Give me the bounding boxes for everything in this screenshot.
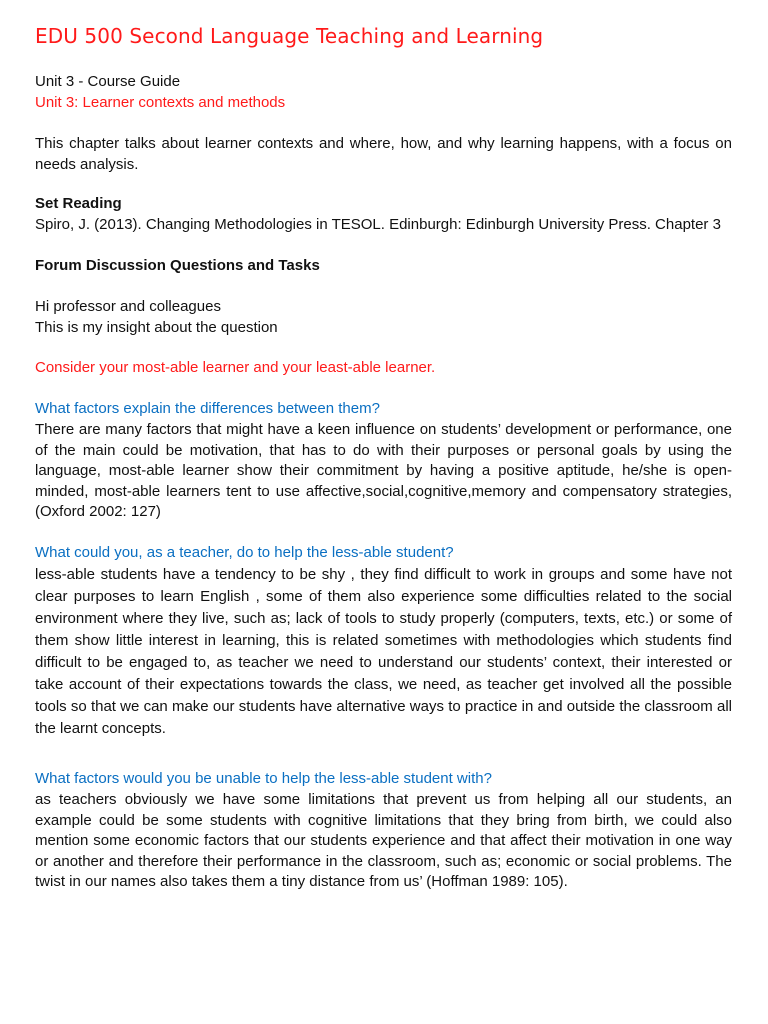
discussion-prompt: Consider your most-able learner and your least-able learner.	[35, 359, 436, 376]
set-reading-heading: Set Reading	[35, 195, 122, 212]
insight-line: This is my insight about the question	[35, 319, 278, 336]
greeting-line: Hi professor and colleagues	[35, 298, 221, 315]
question-2: What could you, as a teacher, do to help the less-able student?	[35, 544, 454, 561]
unit-label: Unit 3 - Course Guide	[35, 73, 181, 90]
question-3: What factors would you be unable to help the less-able student with?	[35, 770, 492, 787]
answer-3: as teachers obviously we have some limitations that prevent us from helping all our students, an example could be some students with cognitive limitations that they bring from birth, we could also mention some economic factors that our students experience and that affect their motivation in one way or another and therefore their performance in the classroom, such as; economic or social problems. The twist in our names also takes them a tiny distance from us’ (Hoffman 1989: 105).	[35, 791, 732, 890]
document-title: EDU 500 Second Language Teaching and Learning	[35, 24, 544, 48]
unit-subtitle: Unit 3: Learner contexts and methods	[35, 94, 286, 111]
answer-2: less-able students have a tendency to be shy , they find difficult to work in groups and some have not clear purposes to learn English , some of them also experience some difficulties related to the social environment where they live, such as; lack of tools to study properly (computers, texts, etc.) or some of them show little interest in learning, this is related sometimes with methodologies which students find difficult to be engaged to, as teacher we need to understand our students’ context, their interested or take account of their expectations towards the class, we need, as teacher get involved all the possible tools so that we can make our students have alternative ways to practice in and outside the classroom all the learnt concepts.	[35, 566, 732, 737]
forum-heading: Forum Discussion Questions and Tasks	[35, 257, 320, 274]
question-1: What factors explain the differences between them?	[35, 400, 380, 417]
intro-paragraph: This chapter talks about learner contexts and where, how, and why learning happens, with a focus on needs analysis.	[35, 135, 732, 173]
set-reading-citation: Spiro, J. (2013). Changing Methodologies in TESOL. Edinburgh: Edinburgh University Press. Chapter 3	[35, 216, 721, 233]
answer-1: There are many factors that might have a keen influence on students’ development or performance, one of the main could be motivation, that has to do with their purposes or personal goals by using the language, most-able learner show their commitment by having a positive aptitude, he/she is open-minded, most-able learners tent to use affective,social,cognitive,memory and compensatory strategies, (Oxford 2002: 127)	[35, 421, 732, 520]
